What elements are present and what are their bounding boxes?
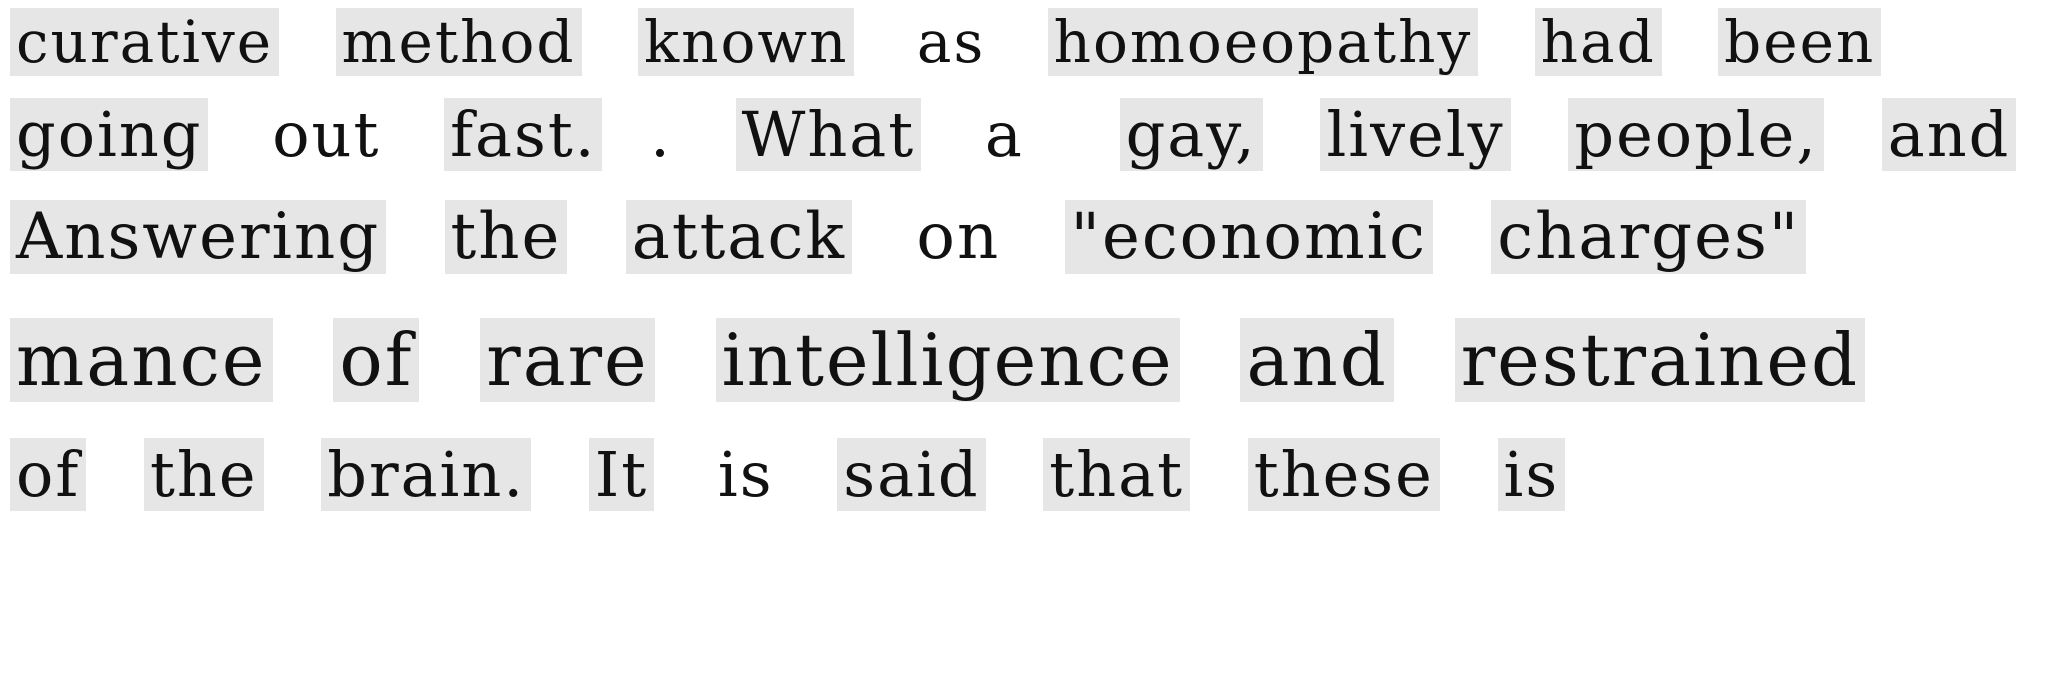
- word-brain: brain.: [321, 438, 531, 511]
- word-had: had: [1535, 8, 1662, 76]
- word-attack: attack: [626, 200, 852, 274]
- word-answering: Answering: [10, 200, 386, 274]
- word-that: that: [1043, 438, 1190, 511]
- word-restrained: restrained: [1455, 318, 1865, 402]
- word-fast: fast.: [444, 98, 602, 171]
- word-dot: .: [650, 98, 672, 171]
- text-line-4: [10, 318, 1903, 402]
- word-is: is: [717, 438, 774, 511]
- word-going: going: [10, 98, 208, 171]
- word-lively: lively: [1320, 98, 1510, 171]
- word-a: a: [984, 98, 1024, 171]
- word-rare: rare: [480, 318, 654, 402]
- word-of-2: of: [10, 438, 86, 511]
- text-line-3: [10, 200, 1844, 274]
- word-homoeopathy: homoeopathy: [1048, 8, 1479, 76]
- word-of: of: [333, 318, 419, 402]
- word-curative: curative: [10, 8, 279, 76]
- word-the: the: [445, 200, 568, 274]
- word-said: said: [837, 438, 985, 511]
- word-charges: charges": [1491, 200, 1806, 274]
- word-on: on: [916, 200, 1001, 274]
- word-intelligence: intelligence: [716, 318, 1180, 402]
- word-is-2: is: [1498, 438, 1566, 511]
- text-line-2: [10, 98, 2054, 171]
- word-the-2: the: [144, 438, 264, 511]
- word-been: been: [1718, 8, 1881, 76]
- word-these: these: [1248, 438, 1440, 511]
- word-people: people,: [1568, 98, 1824, 171]
- word-mance: mance: [10, 318, 273, 402]
- word-and: and: [1882, 98, 2017, 171]
- word-method: method: [336, 8, 582, 76]
- word-and-2: and: [1240, 318, 1393, 402]
- text-line-1: [10, 8, 1919, 76]
- word-as: as: [916, 8, 986, 76]
- word-known: known: [638, 8, 854, 76]
- text-line-5: [10, 438, 1603, 511]
- word-it: It: [589, 438, 654, 511]
- word-what: What: [736, 98, 922, 171]
- word-gay: gay,: [1120, 98, 1263, 171]
- word-out: out: [272, 98, 381, 171]
- word-economic: "economic: [1065, 200, 1433, 274]
